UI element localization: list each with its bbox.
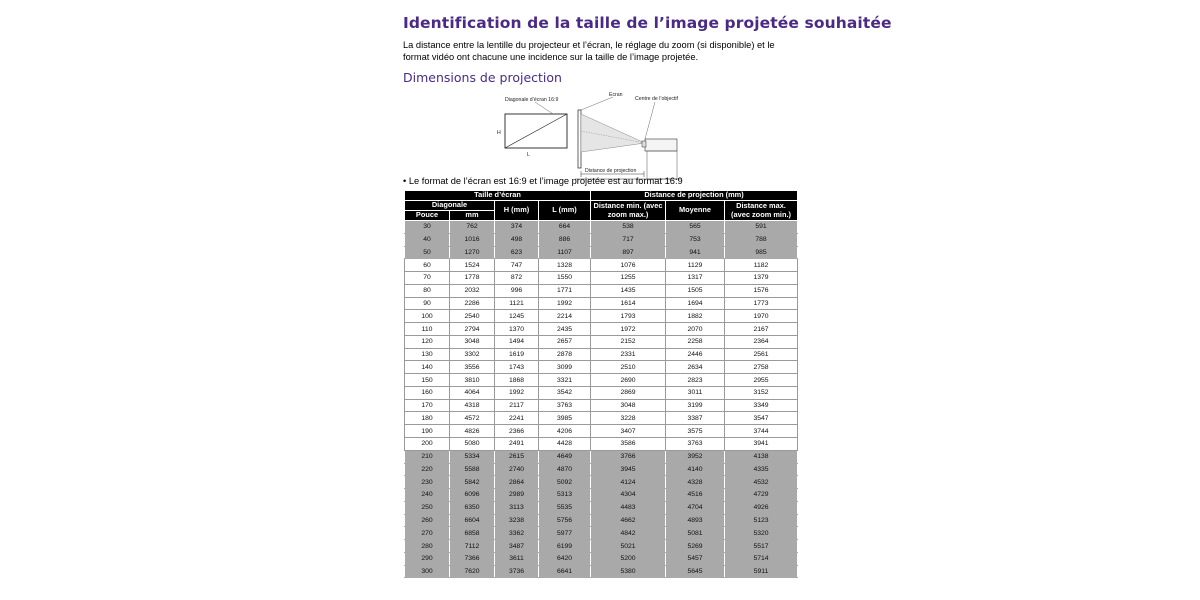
table-row bbox=[405, 221, 798, 234]
cell-inch: 190 bbox=[405, 425, 450, 438]
cell-dist-min: 2690 bbox=[591, 374, 666, 387]
cell-dist-max: 3744 bbox=[725, 425, 798, 438]
cell-inch: 230 bbox=[405, 476, 450, 489]
cell-h: 2615 bbox=[495, 450, 539, 463]
cell-dist-max: 2167 bbox=[725, 323, 798, 336]
cell-dist-max: 1773 bbox=[725, 297, 798, 310]
cell-dist-min: 4483 bbox=[591, 501, 666, 514]
cell-l: 4870 bbox=[539, 463, 591, 476]
table-row bbox=[405, 297, 798, 310]
cell-dist-max: 1379 bbox=[725, 272, 798, 285]
cell-dist-max: 1182 bbox=[725, 259, 798, 272]
table-row bbox=[405, 348, 798, 361]
cell-dist-max: 1576 bbox=[725, 284, 798, 297]
cell-dist-min: 538 bbox=[591, 221, 666, 234]
cell-h: 996 bbox=[495, 284, 539, 297]
table-row bbox=[405, 438, 798, 451]
table-row bbox=[405, 246, 798, 259]
cell-mm: 5842 bbox=[450, 476, 495, 489]
cell-dist-min: 3945 bbox=[591, 463, 666, 476]
cell-l: 3099 bbox=[539, 361, 591, 374]
cell-mm: 4318 bbox=[450, 399, 495, 412]
cell-dist-max: 3349 bbox=[725, 399, 798, 412]
cell-dist-max: 5911 bbox=[725, 565, 798, 578]
cell-dist-max: 4532 bbox=[725, 476, 798, 489]
cell-h: 2864 bbox=[495, 476, 539, 489]
cell-dist-max: 788 bbox=[725, 233, 798, 246]
cell-mm: 3302 bbox=[450, 348, 495, 361]
cell-mm: 7112 bbox=[450, 540, 495, 553]
cell-dist-max: 2955 bbox=[725, 374, 798, 387]
cell-dist-min: 4662 bbox=[591, 514, 666, 527]
cell-average: 2446 bbox=[666, 348, 725, 361]
header-mm: mm bbox=[450, 211, 495, 221]
cell-l: 4428 bbox=[539, 438, 591, 451]
height-label: H bbox=[497, 130, 501, 136]
cell-l: 1550 bbox=[539, 272, 591, 285]
projector-stand bbox=[647, 151, 677, 179]
cell-h: 747 bbox=[495, 259, 539, 272]
cell-mm: 5588 bbox=[450, 463, 495, 476]
section-subtitle: Dimensions de projection bbox=[403, 70, 562, 85]
cell-mm: 1524 bbox=[450, 259, 495, 272]
projector-body bbox=[645, 139, 677, 151]
table-row bbox=[405, 552, 798, 565]
cell-average: 3952 bbox=[666, 450, 725, 463]
cell-dist-min: 1255 bbox=[591, 272, 666, 285]
cell-h: 623 bbox=[495, 246, 539, 259]
cell-average: 3387 bbox=[666, 412, 725, 425]
cell-l: 3542 bbox=[539, 386, 591, 399]
table-row bbox=[405, 310, 798, 323]
cell-dist-min: 3407 bbox=[591, 425, 666, 438]
cell-dist-max: 985 bbox=[725, 246, 798, 259]
cell-dist-min: 3766 bbox=[591, 450, 666, 463]
cell-h: 3487 bbox=[495, 540, 539, 553]
cell-h: 1494 bbox=[495, 335, 539, 348]
table-row bbox=[405, 323, 798, 336]
cell-inch: 300 bbox=[405, 565, 450, 578]
cell-h: 1121 bbox=[495, 297, 539, 310]
cell-dist-min: 3586 bbox=[591, 438, 666, 451]
diagonal-line bbox=[505, 114, 567, 148]
cell-dist-min: 5200 bbox=[591, 552, 666, 565]
cell-inch: 250 bbox=[405, 501, 450, 514]
cell-mm: 1016 bbox=[450, 233, 495, 246]
screen-side-view bbox=[578, 110, 581, 168]
cell-h: 1370 bbox=[495, 323, 539, 336]
screen-label: Écran bbox=[609, 92, 623, 98]
table-row bbox=[405, 259, 798, 272]
table-row bbox=[405, 284, 798, 297]
cell-average: 4893 bbox=[666, 514, 725, 527]
cell-mm: 2540 bbox=[450, 310, 495, 323]
cell-mm: 762 bbox=[450, 221, 495, 234]
cell-mm: 4826 bbox=[450, 425, 495, 438]
projection-diagram bbox=[495, 92, 695, 184]
cell-mm: 4064 bbox=[450, 386, 495, 399]
cell-l: 2435 bbox=[539, 323, 591, 336]
cell-h: 1245 bbox=[495, 310, 539, 323]
cell-average: 1317 bbox=[666, 272, 725, 285]
cell-average: 1882 bbox=[666, 310, 725, 323]
cell-inch: 90 bbox=[405, 297, 450, 310]
cell-dist-min: 717 bbox=[591, 233, 666, 246]
cell-dist-min: 4124 bbox=[591, 476, 666, 489]
cell-h: 3362 bbox=[495, 527, 539, 540]
table-row bbox=[405, 527, 798, 540]
cell-l: 6199 bbox=[539, 540, 591, 553]
cell-dist-max: 3152 bbox=[725, 386, 798, 399]
cell-average: 2258 bbox=[666, 335, 725, 348]
cell-h: 2989 bbox=[495, 489, 539, 502]
cell-h: 1992 bbox=[495, 386, 539, 399]
page-title: Identification de la taille de l’image projetée souhaitée bbox=[403, 14, 892, 32]
table-row bbox=[405, 335, 798, 348]
cell-l: 3321 bbox=[539, 374, 591, 387]
cell-inch: 240 bbox=[405, 489, 450, 502]
cell-inch: 30 bbox=[405, 221, 450, 234]
cell-dist-min: 2510 bbox=[591, 361, 666, 374]
cell-inch: 110 bbox=[405, 323, 450, 336]
cell-h: 1743 bbox=[495, 361, 539, 374]
table-row bbox=[405, 565, 798, 578]
cell-l: 5092 bbox=[539, 476, 591, 489]
table-row bbox=[405, 272, 798, 285]
cell-l: 6420 bbox=[539, 552, 591, 565]
cell-l: 5313 bbox=[539, 489, 591, 502]
cell-dist-min: 1435 bbox=[591, 284, 666, 297]
cell-dist-min: 3048 bbox=[591, 399, 666, 412]
cell-inch: 60 bbox=[405, 259, 450, 272]
projection-table-body bbox=[405, 221, 798, 578]
cell-inch: 40 bbox=[405, 233, 450, 246]
cell-dist-max: 2364 bbox=[725, 335, 798, 348]
table-row bbox=[405, 233, 798, 246]
cell-dist-max: 1970 bbox=[725, 310, 798, 323]
cell-inch: 280 bbox=[405, 540, 450, 553]
cell-dist-max: 4729 bbox=[725, 489, 798, 502]
cell-l: 5535 bbox=[539, 501, 591, 514]
cell-mm: 6604 bbox=[450, 514, 495, 527]
document-page bbox=[403, 14, 892, 576]
lens-center-label: Centre de l’objectif bbox=[635, 96, 678, 102]
cell-dist-max: 591 bbox=[725, 221, 798, 234]
cell-l: 2214 bbox=[539, 310, 591, 323]
cell-dist-max: 5714 bbox=[725, 552, 798, 565]
cell-average: 4704 bbox=[666, 501, 725, 514]
table-row bbox=[405, 514, 798, 527]
cell-average: 2070 bbox=[666, 323, 725, 336]
cell-h: 2117 bbox=[495, 399, 539, 412]
cell-l: 664 bbox=[539, 221, 591, 234]
cell-h: 1619 bbox=[495, 348, 539, 361]
cell-inch: 170 bbox=[405, 399, 450, 412]
cell-mm: 3048 bbox=[450, 335, 495, 348]
header-screen-size: Taille d’écran bbox=[405, 191, 591, 201]
cell-inch: 160 bbox=[405, 386, 450, 399]
cell-average: 3199 bbox=[666, 399, 725, 412]
cell-inch: 130 bbox=[405, 348, 450, 361]
cell-h: 872 bbox=[495, 272, 539, 285]
table-row bbox=[405, 412, 798, 425]
cell-dist-min: 1793 bbox=[591, 310, 666, 323]
cell-dist-min: 1614 bbox=[591, 297, 666, 310]
cell-h: 3611 bbox=[495, 552, 539, 565]
cell-h: 374 bbox=[495, 221, 539, 234]
cell-dist-max: 2561 bbox=[725, 348, 798, 361]
cell-dist-min: 1972 bbox=[591, 323, 666, 336]
cell-dist-min: 2152 bbox=[591, 335, 666, 348]
cell-dist-min: 2869 bbox=[591, 386, 666, 399]
cell-average: 2823 bbox=[666, 374, 725, 387]
cell-inch: 80 bbox=[405, 284, 450, 297]
cell-dist-min: 4842 bbox=[591, 527, 666, 540]
cell-inch: 270 bbox=[405, 527, 450, 540]
cell-l: 3763 bbox=[539, 399, 591, 412]
cell-average: 5081 bbox=[666, 527, 725, 540]
cell-h: 2491 bbox=[495, 438, 539, 451]
cell-l: 5756 bbox=[539, 514, 591, 527]
cell-inch: 180 bbox=[405, 412, 450, 425]
cell-dist-min: 5021 bbox=[591, 540, 666, 553]
cell-h: 3736 bbox=[495, 565, 539, 578]
cell-l: 4649 bbox=[539, 450, 591, 463]
cell-dist-max: 2758 bbox=[725, 361, 798, 374]
cell-l: 2657 bbox=[539, 335, 591, 348]
cell-average: 2634 bbox=[666, 361, 725, 374]
cell-mm: 6858 bbox=[450, 527, 495, 540]
cell-inch: 260 bbox=[405, 514, 450, 527]
cell-l: 3985 bbox=[539, 412, 591, 425]
cell-inch: 200 bbox=[405, 438, 450, 451]
table-row bbox=[405, 540, 798, 553]
cell-inch: 50 bbox=[405, 246, 450, 259]
cell-l: 6641 bbox=[539, 565, 591, 578]
table-row bbox=[405, 386, 798, 399]
table-row bbox=[405, 489, 798, 502]
cell-dist-min: 3228 bbox=[591, 412, 666, 425]
cell-average: 1129 bbox=[666, 259, 725, 272]
cell-mm: 7620 bbox=[450, 565, 495, 578]
projection-cone bbox=[581, 114, 645, 152]
cell-dist-max: 4926 bbox=[725, 501, 798, 514]
cell-mm: 1778 bbox=[450, 272, 495, 285]
table-row bbox=[405, 399, 798, 412]
table-row bbox=[405, 463, 798, 476]
distance-label: Distance de projection bbox=[585, 168, 637, 174]
cell-l: 1771 bbox=[539, 284, 591, 297]
header-l-mm: L (mm) bbox=[539, 201, 591, 221]
cell-mm: 4572 bbox=[450, 412, 495, 425]
table-row bbox=[405, 374, 798, 387]
header-diagonal: Diagonale bbox=[405, 201, 495, 211]
cell-l: 1992 bbox=[539, 297, 591, 310]
cell-average: 4516 bbox=[666, 489, 725, 502]
cell-mm: 3556 bbox=[450, 361, 495, 374]
cell-mm: 5080 bbox=[450, 438, 495, 451]
table-row bbox=[405, 501, 798, 514]
diagonal-leader bbox=[535, 102, 553, 114]
cell-average: 753 bbox=[666, 233, 725, 246]
cell-mm: 6350 bbox=[450, 501, 495, 514]
cell-l: 1328 bbox=[539, 259, 591, 272]
cell-l: 4206 bbox=[539, 425, 591, 438]
projection-diagram-svg bbox=[495, 92, 695, 184]
cell-average: 5269 bbox=[666, 540, 725, 553]
cell-dist-min: 897 bbox=[591, 246, 666, 259]
intro-paragraph: La distance entre la lentille du projecteur et l’écran, le réglage du zoom (si disponible) et le format vidéo ont chacune une incidence sur la taille de l’image projetée. bbox=[403, 40, 775, 62]
lens-leader bbox=[645, 102, 655, 139]
cell-average: 4328 bbox=[666, 476, 725, 489]
table-row bbox=[405, 476, 798, 489]
cell-inch: 290 bbox=[405, 552, 450, 565]
cell-h: 1868 bbox=[495, 374, 539, 387]
header-h-mm: H (mm) bbox=[495, 201, 539, 221]
cell-l: 1107 bbox=[539, 246, 591, 259]
cell-dist-max: 4335 bbox=[725, 463, 798, 476]
cell-mm: 1270 bbox=[450, 246, 495, 259]
cell-average: 1505 bbox=[666, 284, 725, 297]
cell-l: 2878 bbox=[539, 348, 591, 361]
diagonal-label: Diagonale d’écran 16:9 bbox=[505, 97, 559, 103]
cell-average: 3763 bbox=[666, 438, 725, 451]
cell-dist-max: 3941 bbox=[725, 438, 798, 451]
cell-mm: 6096 bbox=[450, 489, 495, 502]
projection-table bbox=[404, 190, 798, 578]
cell-average: 4140 bbox=[666, 463, 725, 476]
cell-average: 941 bbox=[666, 246, 725, 259]
width-label: L bbox=[527, 152, 530, 158]
cell-h: 2740 bbox=[495, 463, 539, 476]
cell-l: 886 bbox=[539, 233, 591, 246]
format-note: • Le format de l’écran est 16:9 et l’image projetée est au format 16:9 bbox=[403, 176, 683, 186]
cell-h: 498 bbox=[495, 233, 539, 246]
cell-average: 3011 bbox=[666, 386, 725, 399]
cell-dist-max: 4138 bbox=[725, 450, 798, 463]
table-row bbox=[405, 361, 798, 374]
cell-l: 5977 bbox=[539, 527, 591, 540]
cell-inch: 140 bbox=[405, 361, 450, 374]
cell-inch: 150 bbox=[405, 374, 450, 387]
cell-h: 3113 bbox=[495, 501, 539, 514]
projection-table-wrap bbox=[404, 190, 797, 578]
cell-dist-min: 1076 bbox=[591, 259, 666, 272]
cell-h: 3238 bbox=[495, 514, 539, 527]
cell-mm: 5334 bbox=[450, 450, 495, 463]
header-dist-min: Distance min. (avec zoom max.) bbox=[591, 201, 666, 221]
cell-inch: 210 bbox=[405, 450, 450, 463]
cell-mm: 2032 bbox=[450, 284, 495, 297]
header-projection-distance: Distance de projection (mm) bbox=[591, 191, 798, 201]
table-row bbox=[405, 450, 798, 463]
cell-mm: 7366 bbox=[450, 552, 495, 565]
cell-average: 565 bbox=[666, 221, 725, 234]
cell-average: 3575 bbox=[666, 425, 725, 438]
cell-mm: 2794 bbox=[450, 323, 495, 336]
header-dist-max: Distance max. (avec zoom min.) bbox=[725, 201, 798, 221]
cell-average: 5457 bbox=[666, 552, 725, 565]
screen-leader bbox=[581, 97, 613, 110]
cell-inch: 100 bbox=[405, 310, 450, 323]
cell-average: 5645 bbox=[666, 565, 725, 578]
cell-inch: 120 bbox=[405, 335, 450, 348]
cell-dist-min: 5380 bbox=[591, 565, 666, 578]
cell-h: 2366 bbox=[495, 425, 539, 438]
cell-mm: 3810 bbox=[450, 374, 495, 387]
header-inch: Pouce bbox=[405, 211, 450, 221]
cell-dist-max: 5517 bbox=[725, 540, 798, 553]
cell-dist-max: 5123 bbox=[725, 514, 798, 527]
cell-mm: 2286 bbox=[450, 297, 495, 310]
table-row bbox=[405, 425, 798, 438]
projector-lens bbox=[642, 141, 646, 147]
cell-average: 1694 bbox=[666, 297, 725, 310]
cell-dist-max: 5320 bbox=[725, 527, 798, 540]
header-average: Moyenne bbox=[666, 201, 725, 221]
cell-dist-min: 4304 bbox=[591, 489, 666, 502]
cell-inch: 70 bbox=[405, 272, 450, 285]
cell-dist-max: 3547 bbox=[725, 412, 798, 425]
cell-h: 2241 bbox=[495, 412, 539, 425]
cell-dist-min: 2331 bbox=[591, 348, 666, 361]
cell-inch: 220 bbox=[405, 463, 450, 476]
